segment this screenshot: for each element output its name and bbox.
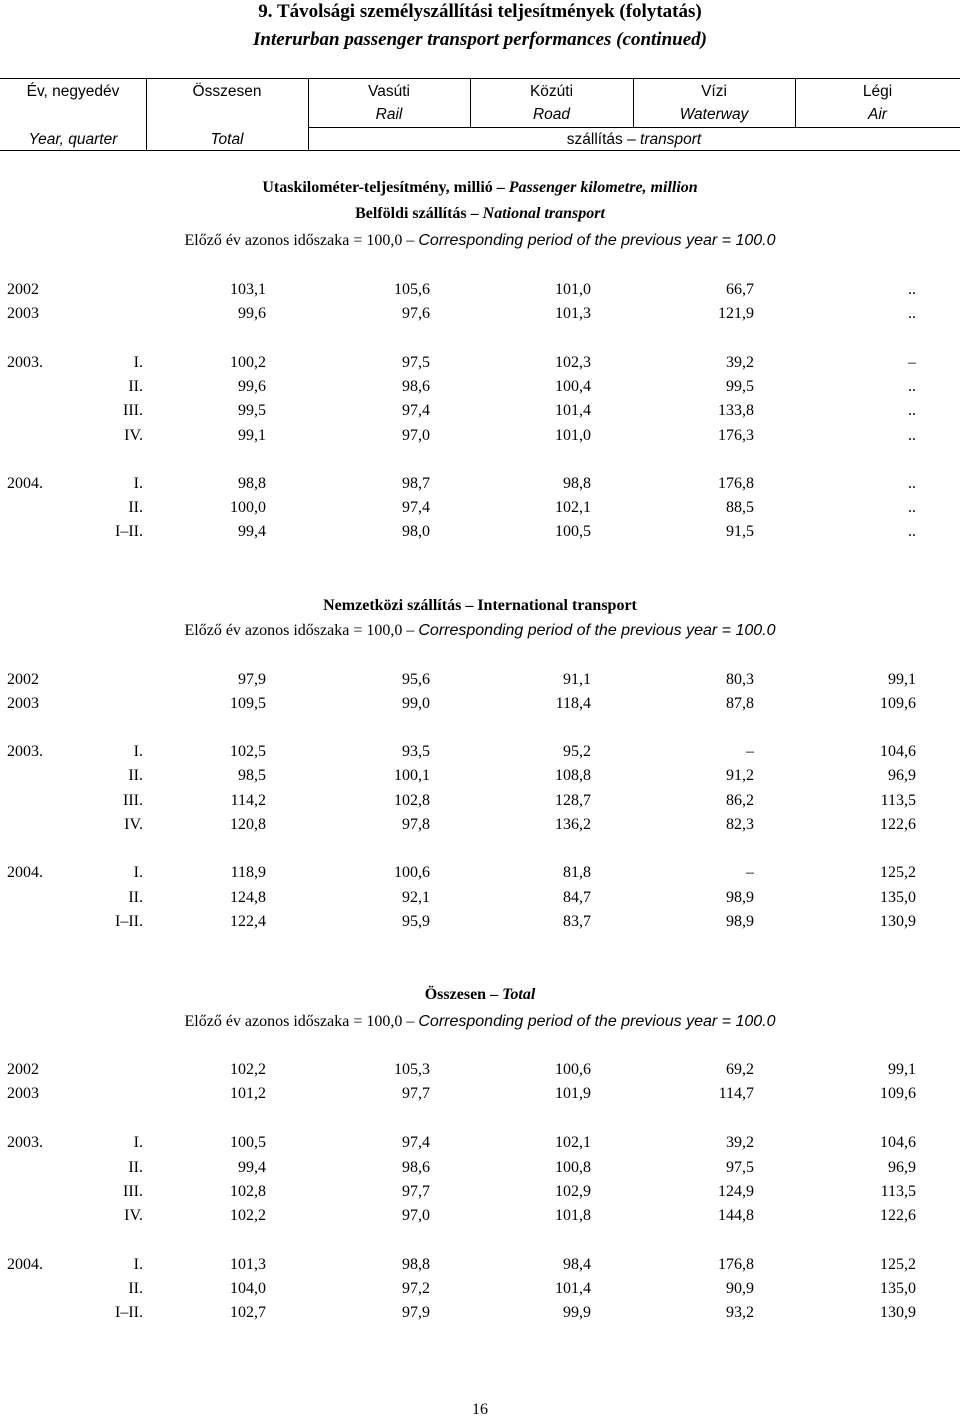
col-header-transport: szállítás – transport [566, 131, 702, 148]
table-cell: 99,5 [238, 402, 266, 419]
index-base-caption: Előző év azonos időszaka = 100,0 – Corresponding period of the previous year = 100.0 [184, 1013, 776, 1030]
table-cell: 113,5 [880, 792, 916, 809]
row-quarter: IV. [124, 427, 143, 444]
table-cell: 102,1 [555, 499, 591, 516]
row-quarter: I. [133, 475, 143, 492]
section-heading-en: Total [502, 986, 536, 1003]
table-cell: 86,2 [726, 792, 754, 809]
row-quarter: IV. [124, 816, 143, 833]
unit-caption-en: Passenger kilometre, million [508, 179, 698, 196]
table-cell: 92,1 [402, 889, 430, 906]
index-base-en: Corresponding period of the previous year = 100.0 [418, 1013, 776, 1030]
table-cell: 81,8 [563, 864, 591, 881]
table-cell: 102,8 [394, 792, 430, 809]
table-cell: 99,4 [238, 523, 266, 540]
table-cell: 101,0 [555, 281, 591, 298]
table-cell: 99,1 [888, 671, 916, 688]
section-heading-en: International transport [477, 597, 637, 614]
table-row [0, 303, 960, 325]
table-cell: 104,6 [880, 743, 916, 760]
table-cell: 99,6 [238, 378, 266, 395]
row-year: 2002 [7, 281, 39, 298]
table-cell: 97,4 [402, 499, 430, 516]
table-cell: 100,5 [555, 523, 591, 540]
table-cell: 130,9 [880, 1304, 916, 1321]
table-row [0, 473, 960, 495]
table-cell: 95,2 [563, 743, 591, 760]
table-cell: 128,7 [555, 792, 591, 809]
row-quarter: I–II. [115, 1304, 143, 1321]
table-cell: 99,1 [238, 427, 266, 444]
table-cell: 133,8 [718, 402, 754, 419]
table-cell: 121,9 [718, 305, 754, 322]
table-row [0, 376, 960, 398]
table-cell: 118,4 [555, 695, 591, 712]
table-cell: 104,0 [230, 1280, 266, 1297]
row-year: 2003 [7, 1085, 39, 1102]
table-cell: 99,9 [563, 1304, 591, 1321]
table-row [0, 741, 960, 763]
table-title-en: Interurban passenger transport performances (continued) [253, 29, 707, 50]
table-cell: 80,3 [726, 671, 754, 688]
col-header-road-hu: Közúti [529, 83, 574, 100]
index-base-caption: Előző év azonos időszaka = 100,0 – Corresponding period of the previous year = 100.0 [184, 232, 776, 249]
table-cell: 66,7 [726, 281, 754, 298]
col-header-water-hu: Vízi [701, 83, 727, 100]
table-cell: 99,0 [402, 695, 430, 712]
row-year: 2003. [7, 1134, 43, 1151]
row-quarter: II. [128, 378, 143, 395]
table-cell: 102,3 [555, 354, 591, 371]
table-cell: 136,2 [555, 816, 591, 833]
row-year: 2002 [7, 671, 39, 688]
row-quarter: I. [133, 743, 143, 760]
table-row [0, 1083, 960, 1105]
col-header-transport-hu: szállítás [566, 131, 623, 148]
table-cell: 100,0 [230, 499, 266, 516]
table-cell: 101,0 [555, 427, 591, 444]
table-cell: .. [908, 523, 916, 540]
table-row [0, 352, 960, 374]
table-cell: .. [908, 475, 916, 492]
table-cell: 102,8 [230, 1183, 266, 1200]
row-year: 2004. [7, 1256, 43, 1273]
table-cell: 104,6 [880, 1134, 916, 1151]
page-number: 16 [472, 1401, 488, 1418]
table-cell: 98,5 [238, 767, 266, 784]
table-row [0, 1278, 960, 1300]
row-quarter: I–II. [115, 913, 143, 930]
table-cell: 130,9 [880, 913, 916, 930]
table-cell: 97,9 [238, 671, 266, 688]
table-cell: 95,9 [402, 913, 430, 930]
table-cell: 95,6 [402, 671, 430, 688]
table-cell: 98,9 [726, 889, 754, 906]
table-cell: 108,8 [555, 767, 591, 784]
table-cell: 101,4 [555, 402, 591, 419]
header-top-rule [0, 78, 960, 79]
row-quarter: II. [128, 499, 143, 516]
table-row [0, 1181, 960, 1203]
row-quarter: II. [128, 889, 143, 906]
table-row [0, 1254, 960, 1276]
col-header-road-en: Road [532, 106, 571, 123]
table-cell: 69,2 [726, 1061, 754, 1078]
table-cell: 105,6 [394, 281, 430, 298]
table-cell: 101,4 [555, 1280, 591, 1297]
table-cell: 103,1 [230, 281, 266, 298]
row-year: 2003 [7, 695, 39, 712]
table-cell: 100,5 [230, 1134, 266, 1151]
table-cell: 113,5 [880, 1183, 916, 1200]
table-cell: 135,0 [880, 1280, 916, 1297]
table-cell: 102,2 [230, 1207, 266, 1224]
header-transport-rule [308, 127, 960, 128]
table-cell: 99,5 [726, 378, 754, 395]
table-cell: 144,8 [718, 1207, 754, 1224]
table-cell: 98,8 [563, 475, 591, 492]
table-cell: 124,9 [718, 1183, 754, 1200]
table-cell: .. [908, 378, 916, 395]
row-year: 2004. [7, 475, 43, 492]
col-header-total-en: Total [210, 131, 244, 148]
table-cell: 82,3 [726, 816, 754, 833]
unit-caption-hu: Utaskilométer-teljesítmény, millió [262, 179, 493, 196]
table-cell: 97,2 [402, 1280, 430, 1297]
table-cell: 176,3 [718, 427, 754, 444]
table-cell: 91,1 [563, 671, 591, 688]
table-row [0, 521, 960, 543]
table-cell: 100,8 [555, 1159, 591, 1176]
table-cell: – [746, 864, 754, 881]
table-row [0, 669, 960, 691]
table-cell: 114,7 [718, 1085, 754, 1102]
col-header-air-hu: Légi [862, 83, 893, 100]
table-cell: 91,2 [726, 767, 754, 784]
table-cell: 96,9 [888, 1159, 916, 1176]
table-row [0, 1157, 960, 1179]
row-quarter: I. [133, 354, 143, 371]
row-year: 2003 [7, 305, 39, 322]
col-header-rail-hu: Vasúti [368, 83, 410, 100]
table-cell: 96,9 [888, 767, 916, 784]
table-cell: 109,6 [880, 1085, 916, 1102]
table-cell: 122,4 [230, 913, 266, 930]
table-cell: 97,9 [402, 1304, 430, 1321]
table-cell: 176,8 [718, 1256, 754, 1273]
table-cell: 135,0 [880, 889, 916, 906]
table-cell: 99,4 [238, 1159, 266, 1176]
table-cell: 122,6 [880, 816, 916, 833]
table-cell: – [908, 354, 916, 371]
table-cell: .. [908, 305, 916, 322]
section-heading-en: National transport [482, 205, 605, 222]
table-row [0, 1132, 960, 1154]
table-row [0, 1059, 960, 1081]
table-row [0, 400, 960, 422]
row-year: 2004. [7, 864, 43, 881]
col-header-total-hu: Összesen [192, 83, 262, 100]
row-quarter: I–II. [115, 523, 143, 540]
table-row [0, 1205, 960, 1227]
row-year: 2002 [7, 1061, 39, 1078]
col-header-year-hu: Év, negyedév [26, 83, 120, 100]
table-cell: 125,2 [880, 1256, 916, 1273]
col-header-year-en: Year, quarter [28, 131, 118, 148]
table-cell: 125,2 [880, 864, 916, 881]
row-quarter: III. [123, 792, 143, 809]
row-quarter: II. [128, 767, 143, 784]
table-cell: 100,1 [394, 767, 430, 784]
table-cell: 105,3 [394, 1061, 430, 1078]
table-row [0, 814, 960, 836]
table-cell: 102,1 [555, 1134, 591, 1151]
section-heading: Összesen – Total [424, 986, 536, 1003]
table-row [0, 862, 960, 884]
table-cell: 97,0 [402, 1207, 430, 1224]
table-cell: 101,8 [555, 1207, 591, 1224]
table-cell: 97,7 [402, 1183, 430, 1200]
section-heading: Nemzetközi szállítás – International transport [323, 597, 637, 614]
table-cell: 97,6 [402, 305, 430, 322]
section-heading-hu: Belföldi szállítás [355, 205, 467, 222]
col-header-air-en: Air [868, 106, 887, 123]
col-header-transport-en: transport [640, 131, 702, 148]
table-cell: 97,5 [726, 1159, 754, 1176]
table-cell: 114,2 [230, 792, 266, 809]
table-cell: 97,4 [402, 402, 430, 419]
table-cell: 98,6 [402, 1159, 430, 1176]
row-quarter: III. [123, 1183, 143, 1200]
table-cell: 124,8 [230, 889, 266, 906]
table-cell: 122,6 [880, 1207, 916, 1224]
table-cell: 101,2 [230, 1085, 266, 1102]
table-cell: 100,2 [230, 354, 266, 371]
table-row [0, 1302, 960, 1324]
table-cell: 39,2 [726, 1134, 754, 1151]
table-cell: 120,8 [230, 816, 266, 833]
table-cell: 39,2 [726, 354, 754, 371]
table-cell: 97,7 [402, 1085, 430, 1102]
table-cell: .. [908, 499, 916, 516]
table-cell: 98,8 [402, 1256, 430, 1273]
table-cell: 98,4 [563, 1256, 591, 1273]
row-quarter: I. [133, 1256, 143, 1273]
row-quarter: I. [133, 1134, 143, 1151]
table-cell: – [746, 743, 754, 760]
section-heading-hu: Összesen [424, 986, 487, 1003]
table-cell: 98,0 [402, 523, 430, 540]
header-bottom-rule [0, 150, 960, 151]
table-cell: 93,5 [402, 743, 430, 760]
col-header-rail-en: Rail [375, 106, 403, 123]
table-cell: 109,5 [230, 695, 266, 712]
row-quarter: IV. [124, 1207, 143, 1224]
table-row [0, 887, 960, 909]
unit-caption: Utaskilométer-teljesítmény, millió – Passenger kilometre, million [262, 179, 698, 196]
table-cell: 98,9 [726, 913, 754, 930]
table-cell: 100,6 [555, 1061, 591, 1078]
table-cell: 100,6 [394, 864, 430, 881]
table-cell: 102,2 [230, 1061, 266, 1078]
table-cell: 98,6 [402, 378, 430, 395]
table-cell: 102,7 [230, 1304, 266, 1321]
table-row [0, 790, 960, 812]
table-cell: .. [908, 281, 916, 298]
table-row [0, 693, 960, 715]
table-cell: 176,8 [718, 475, 754, 492]
table-row [0, 765, 960, 787]
table-row [0, 497, 960, 519]
table-cell: 87,8 [726, 695, 754, 712]
table-cell: 88,5 [726, 499, 754, 516]
index-base-hu: Előző év azonos időszaka = 100,0 [184, 622, 403, 639]
table-cell: 101,3 [555, 305, 591, 322]
row-quarter: II. [128, 1280, 143, 1297]
table-cell: 97,8 [402, 816, 430, 833]
table-cell: 99,1 [888, 1061, 916, 1078]
table-row [0, 911, 960, 933]
index-base-hu: Előző év azonos időszaka = 100,0 [184, 1013, 403, 1030]
index-base-caption: Előző év azonos időszaka = 100,0 – Corresponding period of the previous year = 100.0 [184, 622, 776, 639]
table-cell: 91,5 [726, 523, 754, 540]
index-base-en: Corresponding period of the previous year = 100.0 [418, 622, 776, 639]
section-heading-hu: Nemzetközi szállítás [323, 597, 462, 614]
table-cell: 97,4 [402, 1134, 430, 1151]
table-cell: 97,5 [402, 354, 430, 371]
table-cell: 100,4 [555, 378, 591, 395]
row-quarter: I. [133, 864, 143, 881]
row-year: 2003. [7, 354, 43, 371]
table-cell: 98,8 [238, 475, 266, 492]
table-cell: 83,7 [563, 913, 591, 930]
table-cell: 97,0 [402, 427, 430, 444]
table-cell: 102,9 [555, 1183, 591, 1200]
table-row [0, 425, 960, 447]
table-cell: .. [908, 402, 916, 419]
table-cell: 98,7 [402, 475, 430, 492]
row-quarter: III. [123, 402, 143, 419]
table-cell: 118,9 [230, 864, 266, 881]
index-base-en: Corresponding period of the previous year = 100.0 [418, 232, 776, 249]
row-year: 2003. [7, 743, 43, 760]
table-cell: 90,9 [726, 1280, 754, 1297]
table-cell: .. [908, 427, 916, 444]
col-header-water-en: Waterway [679, 106, 749, 123]
table-cell: 101,9 [555, 1085, 591, 1102]
index-base-hu: Előző év azonos időszaka = 100,0 [184, 232, 403, 249]
section-heading: Belföldi szállítás – National transport [355, 205, 605, 222]
table-cell: 101,3 [230, 1256, 266, 1273]
table-cell: 84,7 [563, 889, 591, 906]
table-cell: 99,6 [238, 305, 266, 322]
table-title-hu: 9. Távolsági személyszállítási teljesítmények (folytatás) [258, 1, 702, 22]
row-quarter: II. [128, 1159, 143, 1176]
table-cell: 109,6 [880, 695, 916, 712]
table-cell: 93,2 [726, 1304, 754, 1321]
table-cell: 102,5 [230, 743, 266, 760]
table-row [0, 279, 960, 301]
